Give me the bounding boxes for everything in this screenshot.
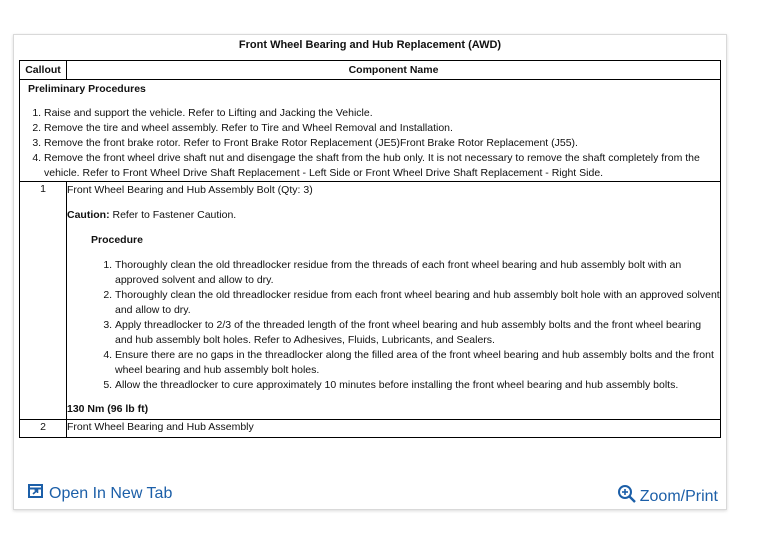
list-item: 4. Remove the front wheel drive shaft nut and disengage the shaft from the hub only. It is not necessary to remove the shaft completely from the vehicle. Refer to Front Wheel Drive Shaft Replacement - Left Side or Front Wheel Drive Shaft Replacement - Right Side.: [44, 151, 720, 181]
caution-note: [67, 208, 720, 223]
zoom-in-icon: [617, 484, 637, 509]
table-row: [20, 182, 721, 420]
component-cell: Front Wheel Bearing and Hub Assembly: [67, 420, 721, 438]
procedure-table: [19, 60, 721, 438]
open-new-tab-icon: [28, 484, 43, 503]
procedure-heading: Procedure: [91, 234, 143, 246]
torque-spec: 130 Nm (96 lb ft): [67, 403, 149, 415]
preliminary-steps: [20, 106, 720, 181]
procedure-card: [13, 34, 727, 510]
open-in-new-tab-link[interactable]: [28, 484, 172, 503]
list-item: 2. Thoroughly clean the old threadlocker residue from each front wheel bearing and hub assembly bolt hole with an approved solvent and allow to dry.: [115, 288, 720, 318]
zoom-print-label: Zoom/Print: [639, 487, 718, 505]
zoom-print-link[interactable]: [617, 484, 718, 509]
callout-header: Callout: [20, 61, 67, 80]
list-item: 3. Remove the front brake rotor. Refer to Front Brake Rotor Replacement (JE5)Front Brake Rotor Replacement (J55).: [44, 136, 720, 151]
list-item: 1. Raise and support the vehicle. Refer to Lifting and Jacking the Vehicle.: [44, 106, 720, 121]
component-title: Front Wheel Bearing and Hub Assembly Bolt (Qty: 3): [67, 184, 313, 196]
caution-label: Caution:: [67, 209, 110, 221]
list-item: 4. Ensure there are no gaps in the threadlocker along the filled area of the front wheel bearing and hub assembly bolts and the front wheel bearing and hub assembly bolt holes.: [115, 348, 720, 378]
open-in-new-tab-label: Open In New Tab: [49, 484, 173, 502]
list-item: 1. Thoroughly clean the old threadlocker residue from the threads of each front wheel bearing and hub assembly bolt with an approved solvent and allow to dry.: [115, 258, 720, 288]
list-item: 5. Allow the threadlocker to cure approximately 10 minutes before installing the front wheel bearing and hub assembly bolts.: [115, 378, 720, 393]
preliminary-cell: [20, 80, 721, 182]
callout-number: 1: [20, 182, 67, 420]
document-title: Front Wheel Bearing and Hub Replacement (AWD): [238, 39, 502, 51]
list-item: 3. Apply threadlocker to 2/3 of the threaded length of the front wheel bearing and hub assembly bolts and the front wheel bearing and hub assembly bolt holes. Refer to Adhesives, Fluids, Lubricants, and Sealers.: [115, 318, 720, 348]
procedure-steps: [67, 258, 720, 393]
table-row: [20, 420, 721, 438]
preliminary-heading: Preliminary Procedures: [28, 83, 146, 95]
component-cell: [67, 182, 721, 420]
component-name-header: Component Name: [67, 61, 721, 80]
callout-number: 2: [20, 420, 67, 438]
caution-text: Refer to Fastener Caution.: [109, 209, 237, 221]
preliminary-row: [20, 80, 721, 182]
list-item: 2. Remove the tire and wheel assembly. Refer to Tire and Wheel Removal and Installation.: [44, 121, 720, 136]
table-header-row: [20, 61, 721, 80]
